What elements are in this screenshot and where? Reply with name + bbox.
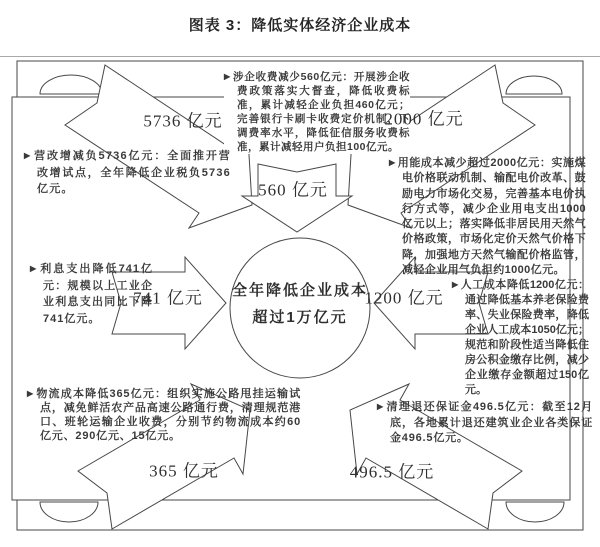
amount-label-fees: 560 亿元 bbox=[258, 180, 328, 200]
triangle-marker-icon: ▶ bbox=[377, 402, 385, 411]
note-logistics-cost-text: 物流成本降低365亿元：组织实施公路甩挂运输试点，减免鲜活农产品高速公路通行费，清理规范港口、班轮运输企业收费，分别节约物流成本约60亿元、290亿元、15亿元。 bbox=[36, 388, 301, 442]
amount-label-logistics: 365 亿元 bbox=[149, 461, 219, 481]
note-vat-reform-text: 营改增减负5736亿元：全面推开营改增试点，全年降低企业税负5736亿元。 bbox=[34, 150, 232, 195]
note-interest-cost-text: 利息支出降低741亿元：规模以上工业企业利息支出同比下降741亿元。 bbox=[40, 263, 153, 325]
triangle-marker-icon: ▶ bbox=[224, 72, 231, 81]
amount-label-labor: 1200 亿元 bbox=[364, 288, 444, 308]
note-vat-reform bbox=[24, 148, 231, 198]
center-line-1: 全年降低企业成本 bbox=[231, 282, 368, 299]
note-energy-cost bbox=[389, 155, 586, 278]
corner-arch-bottom-left bbox=[40, 502, 98, 522]
corner-arch-bottom-right bbox=[506, 502, 564, 522]
triangle-marker-icon: ▶ bbox=[389, 158, 396, 167]
note-energy-cost-text: 用能成本减少超过2000亿元：实施煤电价格联动机制、输配电价改革、鼓励电力市场化交易，完善基本电价执行方式等，减少企业用电支出1000亿元以上；落实降低非居民用天然气价格政策，市场化定价天然气价格下降，加强地方天然气输配价格监管，减轻企业用气负担约1000亿元。 bbox=[397, 157, 587, 277]
center-circle-text bbox=[225, 277, 375, 331]
triangle-marker-icon: ▶ bbox=[27, 389, 35, 398]
note-deposit-refund bbox=[377, 399, 593, 447]
triangle-marker-icon: ▶ bbox=[30, 264, 39, 273]
amount-label-interest: 741 亿元 bbox=[133, 288, 203, 308]
triangle-marker-icon: ▶ bbox=[452, 280, 459, 289]
corner-arch-top-right bbox=[506, 76, 562, 94]
note-logistics-cost bbox=[27, 387, 301, 443]
note-labor-cost bbox=[452, 277, 589, 398]
triangle-marker-icon: ▶ bbox=[24, 151, 33, 160]
corner-arch-top-left bbox=[40, 75, 102, 94]
amount-label-vat: 5736 亿元 bbox=[143, 111, 223, 131]
center-line-2: 超过1万亿元 bbox=[252, 309, 348, 326]
note-enterprise-fees-text: 涉企收费减少560亿元：开展涉企收费政策落实大督查，降低收费标准，累计减轻企业负担460亿元；完善银行卡刷卡收费定价机制，下调费率水平，降低征信服务收费标准，累计减轻用户负担100亿元。 bbox=[232, 71, 410, 153]
note-deposit-refund-text: 清理退还保证金496.5亿元：截至12月底，各地累计退还建筑业企业各类保证金496.5亿元。 bbox=[386, 401, 594, 444]
figure-title: 图表 3：降低实体经济企业成本 bbox=[188, 17, 412, 34]
note-labor-cost-text: 人工成本降低1200亿元：通过降低基本养老保险费率、失业保险费率，降低企业人工成本1050亿元；规范和阶段性适当降低住房公积金缴存比例，减少企业缴存金额超过150亿元。 bbox=[460, 279, 589, 396]
amount-label-deposit: 496.5 亿元 bbox=[349, 462, 435, 482]
amount-label-energy: 2000 亿元 bbox=[384, 109, 464, 129]
note-enterprise-fees bbox=[224, 70, 410, 154]
